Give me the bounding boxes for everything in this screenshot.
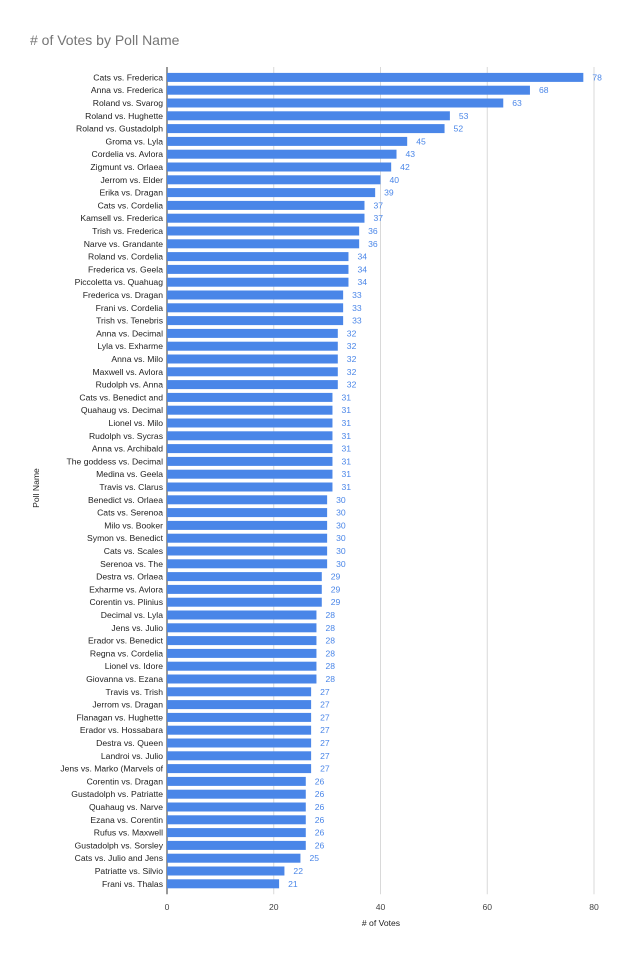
bar bbox=[167, 137, 407, 146]
category-label: Anna vs. Archibald bbox=[91, 443, 163, 454]
data-label: 28 bbox=[325, 648, 336, 659]
category-label: Giovanna vs. Ezana bbox=[86, 674, 163, 684]
data-label: 68 bbox=[538, 85, 549, 96]
bar bbox=[167, 585, 322, 594]
category-label: Cordelia vs. Avlora bbox=[91, 149, 163, 160]
data-label: 36 bbox=[368, 238, 378, 249]
data-label: 28 bbox=[325, 674, 336, 684]
x-tick-label: 60 bbox=[482, 902, 493, 913]
data-label: 36 bbox=[368, 226, 378, 236]
data-label: 78 bbox=[592, 72, 602, 83]
bar bbox=[167, 265, 348, 274]
bar bbox=[167, 534, 327, 543]
data-label: 37 bbox=[373, 213, 384, 224]
category-label: Anna vs. Milo bbox=[111, 354, 163, 364]
data-label: 31 bbox=[341, 469, 352, 480]
data-label: 30 bbox=[336, 533, 346, 544]
category-label: Decimal vs. Lyla bbox=[100, 610, 163, 620]
category-label: Lionel vs. Milo bbox=[108, 418, 163, 428]
category-label: Exharme vs. Avlora bbox=[89, 584, 163, 595]
bar bbox=[167, 841, 306, 850]
data-label: 39 bbox=[384, 187, 394, 198]
bar bbox=[167, 867, 284, 876]
data-label: 26 bbox=[314, 814, 325, 825]
category-label: Frederica vs. Dragan bbox=[82, 290, 163, 300]
bars bbox=[167, 73, 583, 888]
category-label: Quahaug vs. Narve bbox=[88, 802, 163, 812]
bar bbox=[167, 470, 332, 479]
data-label: 45 bbox=[416, 136, 426, 147]
category-label: Destra vs. Queen bbox=[96, 738, 163, 748]
data-label: 31 bbox=[341, 405, 352, 416]
category-label: Erador vs. Hossabara bbox=[79, 725, 163, 736]
x-tick-label: 80 bbox=[589, 902, 599, 913]
bar bbox=[167, 508, 327, 517]
data-label: 53 bbox=[458, 110, 469, 121]
category-label: Rufus vs. Maxwell bbox=[93, 827, 163, 838]
category-label: Corentin vs. Dragan bbox=[86, 776, 163, 787]
data-label: 34 bbox=[357, 264, 368, 275]
category-label: Gustadolph vs. Sorsley bbox=[74, 840, 163, 851]
bar bbox=[167, 227, 359, 236]
bar bbox=[167, 611, 316, 620]
data-label: 30 bbox=[336, 494, 346, 505]
data-label: 26 bbox=[314, 789, 325, 800]
bar bbox=[167, 457, 332, 466]
category-label: Quahaug vs. Decimal bbox=[80, 405, 163, 416]
data-label: 52 bbox=[453, 123, 464, 134]
data-label: 22 bbox=[293, 866, 303, 876]
bar bbox=[167, 329, 338, 338]
category-label: Cats vs. Serenoa bbox=[97, 507, 163, 518]
chart-title: # of Votes by Poll Name bbox=[30, 32, 180, 48]
data-label: 27 bbox=[320, 738, 330, 748]
bar bbox=[167, 291, 343, 300]
category-label: Jens vs. Marko (Marvels of bbox=[60, 763, 163, 774]
category-label: Trish vs. Frederica bbox=[92, 226, 163, 236]
bar bbox=[167, 751, 311, 760]
bar bbox=[167, 201, 364, 210]
category-label: Benedict vs. Orlaea bbox=[88, 494, 163, 505]
category-label: Rudolph vs. Anna bbox=[95, 379, 163, 390]
data-label: 27 bbox=[320, 763, 330, 774]
bar bbox=[167, 188, 375, 197]
category-label: Destra vs. Orlaea bbox=[96, 571, 163, 582]
x-tick-label: 40 bbox=[375, 902, 386, 913]
data-label: 32 bbox=[346, 354, 357, 364]
data-label: 33 bbox=[352, 315, 362, 326]
category-label: Piccoletta vs. Quahuag bbox=[74, 277, 163, 288]
data-label: 25 bbox=[309, 853, 319, 864]
data-label: 31 bbox=[341, 392, 352, 403]
data-label: 31 bbox=[341, 418, 352, 428]
category-label: Anna vs. Decimal bbox=[96, 328, 163, 339]
data-label: 29 bbox=[330, 584, 341, 595]
category-label: Narve vs. Grandante bbox=[83, 238, 163, 249]
category-label: Patriatte vs. Silvio bbox=[94, 866, 163, 876]
category-labels bbox=[60, 72, 163, 888]
category-label: Corentin vs. Plinius bbox=[89, 597, 163, 608]
bar bbox=[167, 239, 359, 248]
data-label: 28 bbox=[325, 661, 336, 672]
data-label: 27 bbox=[320, 750, 330, 761]
bar bbox=[167, 649, 316, 658]
data-label: 30 bbox=[336, 546, 346, 556]
data-label: 33 bbox=[352, 302, 362, 313]
x-tick-label: 0 bbox=[164, 902, 170, 913]
bar bbox=[167, 687, 311, 696]
bar bbox=[167, 547, 327, 556]
x-tick-labels bbox=[165, 902, 599, 912]
category-label: Zigmunt vs. Orlaea bbox=[90, 162, 163, 172]
data-label: 33 bbox=[352, 290, 362, 300]
category-label: Landroi vs. Julio bbox=[100, 750, 163, 761]
bar bbox=[167, 406, 332, 415]
bar bbox=[167, 828, 306, 837]
data-label: 27 bbox=[320, 699, 330, 710]
data-label: 31 bbox=[341, 430, 352, 441]
data-label: 29 bbox=[330, 597, 341, 608]
data-label: 28 bbox=[325, 622, 336, 633]
category-label: Frani vs. Cordelia bbox=[95, 302, 163, 313]
bar bbox=[167, 521, 327, 530]
bar bbox=[167, 777, 306, 786]
data-label: 32 bbox=[346, 341, 357, 352]
data-label: 29 bbox=[330, 571, 341, 582]
category-label: Maxwell vs. Avlora bbox=[92, 366, 163, 377]
data-label: 34 bbox=[357, 277, 368, 288]
category-label: Roland vs. Svarog bbox=[92, 98, 163, 108]
bar bbox=[167, 662, 316, 671]
bar bbox=[167, 675, 316, 684]
data-label: 21 bbox=[288, 878, 298, 889]
category-label: The goddess vs. Decimal bbox=[66, 456, 163, 467]
category-label: Rudolph vs. Sycras bbox=[88, 430, 163, 441]
category-label: Lyla vs. Exharme bbox=[97, 341, 163, 352]
category-label: Cats vs. Cordelia bbox=[97, 200, 163, 211]
data-label: 31 bbox=[341, 456, 352, 467]
bar bbox=[167, 380, 338, 389]
category-label: Roland vs. Hughette bbox=[85, 110, 163, 121]
data-label: 34 bbox=[357, 251, 368, 262]
category-label: Erador vs. Benedict bbox=[88, 635, 163, 646]
bar bbox=[167, 342, 338, 351]
category-label: Erika vs. Dragan bbox=[99, 187, 163, 198]
data-label: 63 bbox=[512, 98, 522, 108]
bar bbox=[167, 419, 332, 428]
category-label: Symon vs. Benedict bbox=[87, 533, 163, 544]
bar bbox=[167, 636, 316, 645]
bar bbox=[167, 713, 311, 722]
bar bbox=[167, 483, 332, 492]
category-label: Serenoa vs. The bbox=[100, 558, 163, 569]
bar bbox=[167, 854, 300, 863]
bar bbox=[167, 111, 450, 120]
category-label: Jerrom vs. Elder bbox=[100, 174, 163, 185]
category-label: Flanagan vs. Hughette bbox=[76, 712, 163, 723]
data-label: 30 bbox=[336, 520, 346, 531]
data-label: 31 bbox=[341, 482, 352, 492]
bar bbox=[167, 790, 306, 799]
category-label: Frani vs. Thalas bbox=[102, 878, 163, 889]
bar bbox=[167, 278, 348, 287]
bar bbox=[167, 444, 332, 453]
data-label: 43 bbox=[405, 149, 416, 160]
data-label: 30 bbox=[336, 507, 346, 518]
bar bbox=[167, 163, 391, 172]
bar bbox=[167, 150, 397, 159]
bar bbox=[167, 99, 503, 108]
data-label: 26 bbox=[314, 776, 325, 787]
x-axis-label: # of Votes bbox=[361, 918, 401, 928]
category-label: Trish vs. Tenebris bbox=[96, 315, 163, 326]
bar bbox=[167, 803, 306, 812]
bar bbox=[167, 815, 306, 824]
category-label: Roland vs. Cordelia bbox=[88, 251, 163, 262]
bar bbox=[167, 252, 348, 261]
category-label: Groma vs. Lyla bbox=[105, 136, 163, 147]
category-label: Jens vs. Julio bbox=[111, 622, 163, 633]
bar bbox=[167, 431, 332, 440]
bar bbox=[167, 559, 327, 568]
bar bbox=[167, 739, 311, 748]
category-label: Roland vs. Gustadolph bbox=[76, 123, 163, 134]
data-label: 32 bbox=[346, 379, 357, 390]
category-label: Travis vs. Trish bbox=[105, 686, 163, 697]
data-label: 37 bbox=[373, 200, 384, 211]
category-label: Ezana vs. Corentin bbox=[90, 814, 163, 825]
data-label: 28 bbox=[325, 610, 336, 620]
bar bbox=[167, 73, 583, 82]
data-label: 31 bbox=[341, 443, 352, 454]
data-label: 26 bbox=[314, 827, 325, 838]
bar bbox=[167, 623, 316, 632]
bar bbox=[167, 175, 381, 184]
category-label: Regna vs. Cordelia bbox=[89, 648, 163, 659]
category-label: Cats vs. Julio and Jens bbox=[74, 853, 163, 864]
data-label: 26 bbox=[314, 840, 325, 851]
y-axis-label: Poll Name bbox=[31, 468, 41, 508]
bar bbox=[167, 86, 530, 95]
data-label: 27 bbox=[320, 725, 330, 736]
category-label: Kamsell vs. Frederica bbox=[80, 213, 163, 224]
category-label: Frederica vs. Geela bbox=[88, 264, 163, 275]
bar bbox=[167, 367, 338, 376]
category-label: Medina vs. Geela bbox=[96, 469, 163, 480]
bar bbox=[167, 316, 343, 325]
data-label: 32 bbox=[346, 366, 357, 377]
category-label: Travis vs. Clarus bbox=[99, 482, 163, 492]
bar bbox=[167, 700, 311, 709]
data-label: 26 bbox=[314, 802, 325, 812]
bar bbox=[167, 495, 327, 504]
bar bbox=[167, 393, 332, 402]
data-label: 42 bbox=[400, 162, 410, 172]
category-label: Cats vs. Scales bbox=[103, 546, 163, 556]
data-label: 27 bbox=[320, 686, 330, 697]
category-label: Cats vs. Benedict and bbox=[79, 392, 163, 403]
data-label: 32 bbox=[346, 328, 357, 339]
bar bbox=[167, 303, 343, 312]
data-label: 40 bbox=[389, 174, 400, 185]
bar bbox=[167, 124, 445, 133]
bar bbox=[167, 726, 311, 735]
data-label: 27 bbox=[320, 712, 330, 723]
bar bbox=[167, 764, 311, 773]
x-tick-label: 20 bbox=[268, 902, 279, 913]
data-label: 30 bbox=[336, 558, 346, 569]
category-label: Lionel vs. Idore bbox=[104, 661, 163, 672]
bar bbox=[167, 572, 322, 581]
category-label: Milo vs. Booker bbox=[104, 520, 163, 531]
category-label: Jerrom vs. Dragan bbox=[92, 699, 163, 710]
bar bbox=[167, 355, 338, 364]
category-label: Anna vs. Frederica bbox=[90, 85, 163, 96]
category-label: Gustadolph vs. Patriatte bbox=[71, 789, 163, 800]
bar bbox=[167, 879, 279, 888]
bar bbox=[167, 214, 364, 223]
bar bbox=[167, 598, 322, 607]
data-label: 28 bbox=[325, 635, 336, 646]
category-label: Cats vs. Frederica bbox=[93, 72, 163, 83]
